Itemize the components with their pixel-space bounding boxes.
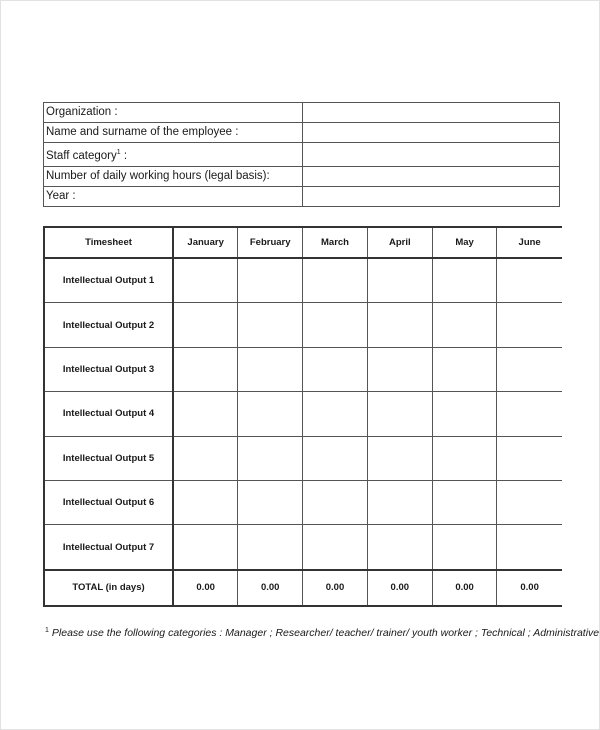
row-label: Intellectual Output 1 — [44, 258, 173, 303]
table-row — [44, 303, 562, 347]
day-cell[interactable] — [303, 525, 368, 570]
info-label: Organization : — [44, 103, 303, 123]
day-cell[interactable] — [432, 480, 497, 524]
day-cell[interactable] — [173, 436, 238, 480]
column-header-january: January — [173, 227, 238, 258]
info-row-organization — [44, 103, 560, 123]
day-cell[interactable] — [238, 347, 303, 391]
footnote-mark: 1 — [45, 627, 49, 634]
day-cell[interactable] — [238, 258, 303, 303]
info-label: Number of daily working hours (legal basis): — [44, 167, 303, 187]
employee-info-table — [43, 102, 560, 207]
total-label: TOTAL (in days) — [44, 570, 173, 606]
row-label: Intellectual Output 4 — [44, 392, 173, 436]
info-row-employee-name — [44, 123, 560, 143]
info-label-cell — [44, 143, 303, 167]
day-cell[interactable] — [497, 392, 562, 436]
total-value: 0.00 — [497, 570, 562, 606]
info-value-field[interactable] — [303, 187, 560, 207]
day-cell[interactable] — [303, 436, 368, 480]
day-cell[interactable] — [367, 436, 432, 480]
day-cell[interactable] — [497, 303, 562, 347]
column-header-march: March — [303, 227, 368, 258]
row-label: Intellectual Output 7 — [44, 525, 173, 570]
info-label: Year : — [44, 187, 303, 207]
day-cell[interactable] — [173, 258, 238, 303]
total-value: 0.00 — [238, 570, 303, 606]
day-cell[interactable] — [173, 303, 238, 347]
column-header-february: February — [238, 227, 303, 258]
info-row-staff-category — [44, 143, 560, 167]
info-value-field[interactable] — [303, 143, 560, 167]
row-label: Intellectual Output 6 — [44, 480, 173, 524]
info-value-field[interactable] — [303, 103, 560, 123]
day-cell[interactable] — [367, 525, 432, 570]
footnote-text: Please use the following categories : Manager ; Researcher/ teacher/ trainer/ youth worker ; Technical ; Administrative — [51, 627, 600, 639]
info-label: Staff category — [46, 150, 117, 162]
info-label-suffix: : — [120, 150, 128, 162]
day-cell[interactable] — [432, 347, 497, 391]
day-cell[interactable] — [303, 347, 368, 391]
total-row — [44, 570, 562, 606]
day-cell[interactable] — [173, 392, 238, 436]
row-label: Intellectual Output 5 — [44, 436, 173, 480]
info-row-daily-hours — [44, 167, 560, 187]
day-cell[interactable] — [367, 258, 432, 303]
day-cell[interactable] — [303, 258, 368, 303]
day-cell[interactable] — [173, 347, 238, 391]
info-label: Name and surname of the employee : — [44, 123, 303, 143]
total-value: 0.00 — [303, 570, 368, 606]
info-row-year — [44, 187, 560, 207]
timesheet-table — [43, 226, 562, 607]
day-cell[interactable] — [238, 480, 303, 524]
table-row — [44, 436, 562, 480]
day-cell[interactable] — [432, 436, 497, 480]
day-cell[interactable] — [497, 258, 562, 303]
day-cell[interactable] — [497, 480, 562, 524]
day-cell[interactable] — [367, 392, 432, 436]
day-cell[interactable] — [238, 525, 303, 570]
day-cell[interactable] — [497, 525, 562, 570]
total-value: 0.00 — [367, 570, 432, 606]
total-value: 0.00 — [432, 570, 497, 606]
info-value-field[interactable] — [303, 167, 560, 187]
day-cell[interactable] — [173, 525, 238, 570]
table-row — [44, 347, 562, 391]
day-cell[interactable] — [303, 392, 368, 436]
column-header-april: April — [367, 227, 432, 258]
day-cell[interactable] — [303, 480, 368, 524]
day-cell[interactable] — [432, 525, 497, 570]
table-row — [44, 258, 562, 303]
table-row — [44, 392, 562, 436]
day-cell[interactable] — [432, 258, 497, 303]
table-row — [44, 480, 562, 524]
row-label: Intellectual Output 3 — [44, 347, 173, 391]
column-header-timesheet: Timesheet — [44, 227, 173, 258]
day-cell[interactable] — [432, 303, 497, 347]
column-header-june: June — [497, 227, 562, 258]
day-cell[interactable] — [238, 436, 303, 480]
total-value: 0.00 — [173, 570, 238, 606]
day-cell[interactable] — [303, 303, 368, 347]
day-cell[interactable] — [367, 303, 432, 347]
day-cell[interactable] — [367, 480, 432, 524]
column-header-may: May — [432, 227, 497, 258]
day-cell[interactable] — [497, 347, 562, 391]
row-label: Intellectual Output 2 — [44, 303, 173, 347]
day-cell[interactable] — [173, 480, 238, 524]
table-row — [44, 525, 562, 570]
day-cell[interactable] — [497, 436, 562, 480]
timesheet-header-row — [44, 227, 562, 258]
day-cell[interactable] — [367, 347, 432, 391]
footnote — [45, 627, 599, 639]
day-cell[interactable] — [432, 392, 497, 436]
footnote-mark: 1 — [116, 149, 121, 156]
day-cell[interactable] — [238, 303, 303, 347]
info-value-field[interactable] — [303, 123, 560, 143]
day-cell[interactable] — [238, 392, 303, 436]
